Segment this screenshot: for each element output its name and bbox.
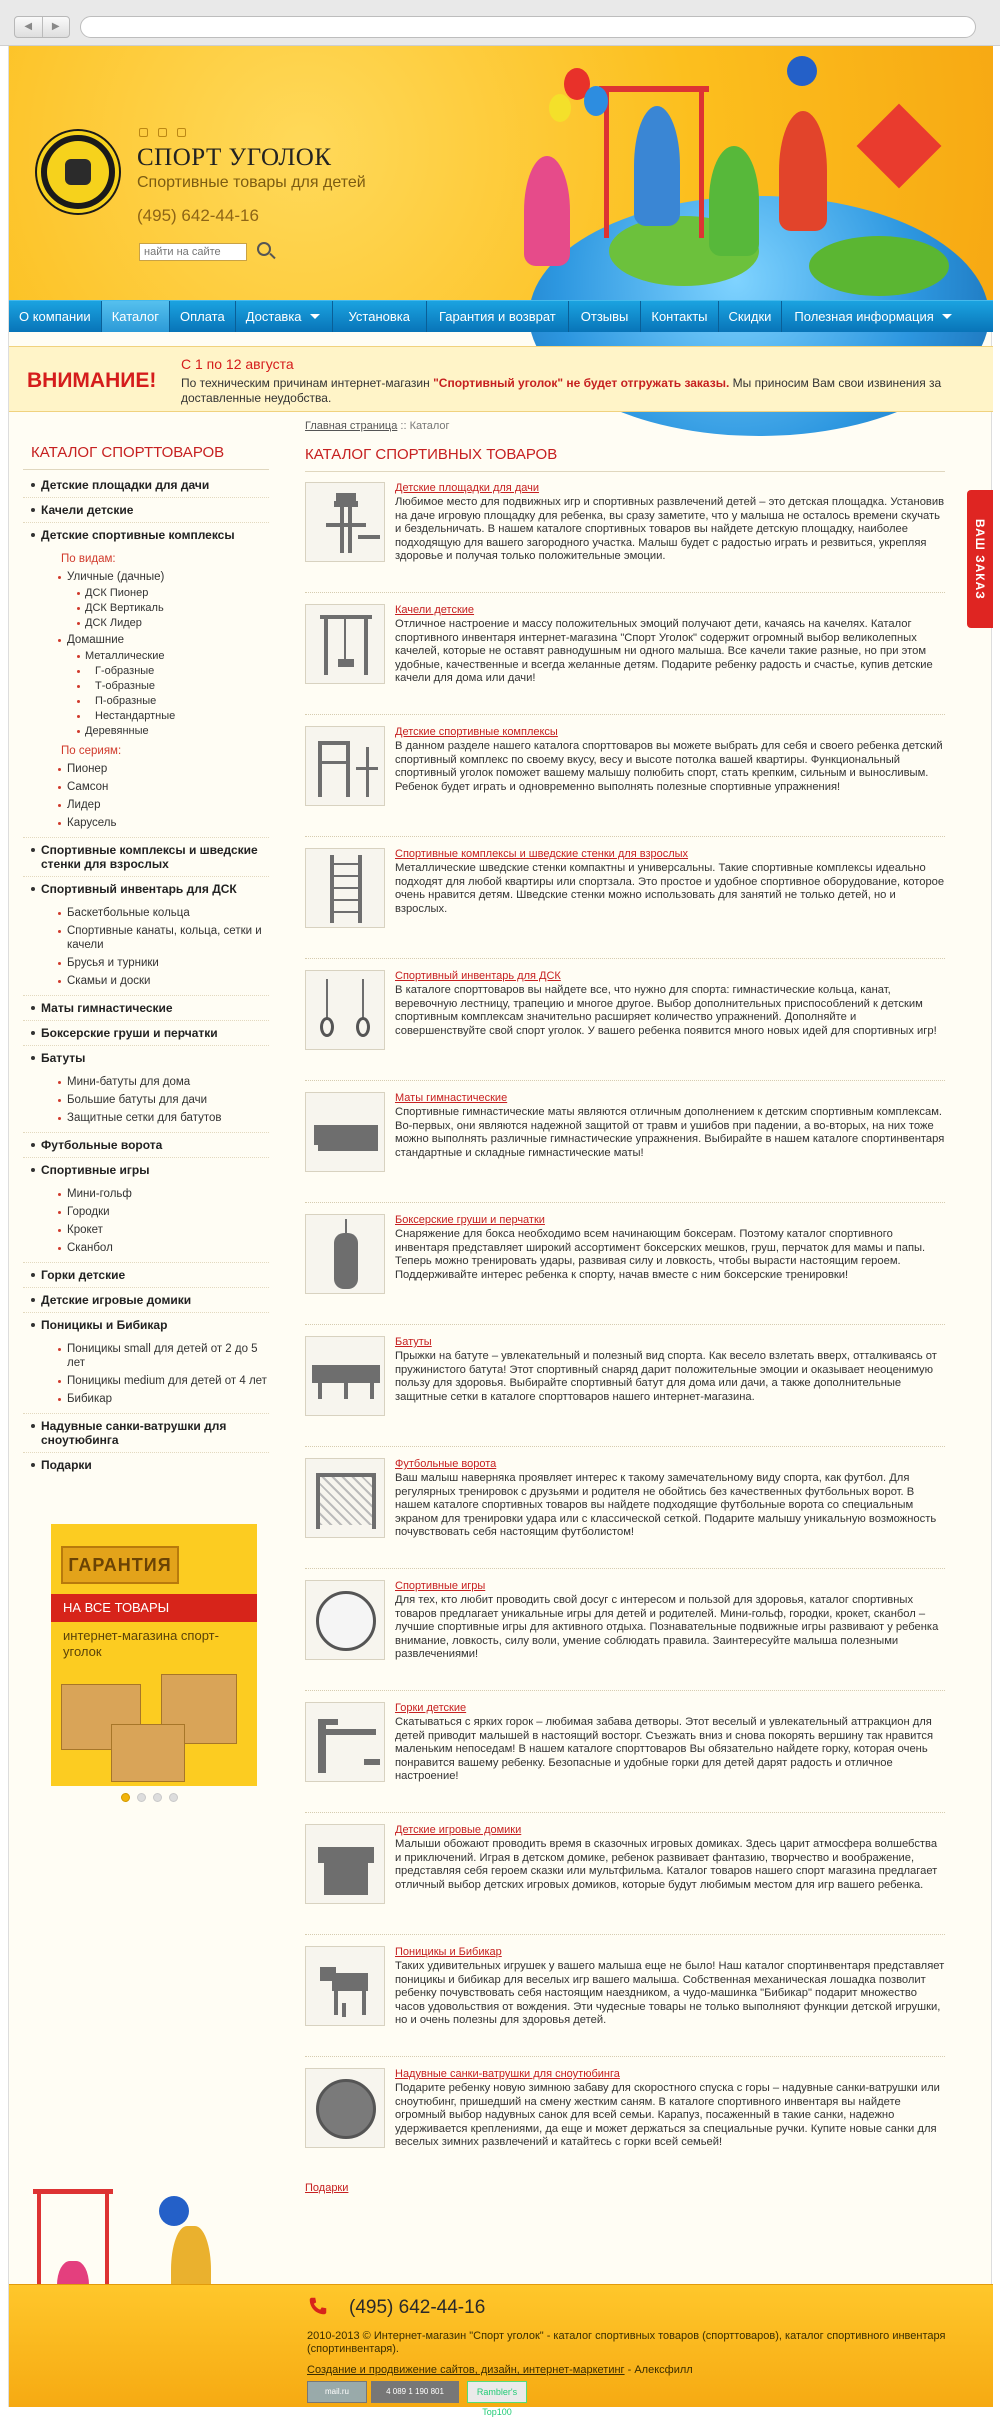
warranty-banner[interactable] (51, 1524, 257, 1786)
icon-shape (318, 1719, 338, 1725)
row-separator (305, 1324, 945, 1325)
logo[interactable] (37, 131, 119, 213)
icon-shape (318, 1145, 378, 1151)
mail-icon[interactable] (177, 128, 186, 137)
notice-text-part: Мы приносим Вам свои извинения за доставленные неудобства. (181, 376, 942, 405)
catalog-item-link[interactable]: Поницикы и Бибикар (395, 1946, 502, 1958)
balloon-icon (584, 86, 608, 116)
developer-author: - Алексфилл (624, 2364, 693, 2376)
icon-shape (372, 1473, 376, 1529)
icon-shape (330, 863, 362, 865)
menu-payment[interactable] (170, 301, 236, 332)
catalog-item-body (395, 1336, 945, 1416)
sidebar-item[interactable]: Надувные санки-ватрушки для сноутюбинга (23, 1414, 269, 1453)
playground-icon[interactable] (305, 482, 385, 562)
icon-shape (334, 1991, 338, 2015)
sidebar-catalog (23, 438, 269, 1477)
catalog-item-link[interactable]: Детские площадки для дачи (395, 482, 539, 494)
banner-label: ГАРАНТИЯ (61, 1546, 179, 1584)
page (8, 46, 992, 2417)
sidebar-item[interactable]: Боксерские груши и перчатки (23, 1021, 269, 1046)
wall-bars-icon[interactable] (305, 848, 385, 928)
catalog-item-body (395, 2068, 945, 2150)
sidebar-item[interactable]: Детские игровые домики (23, 1288, 269, 1313)
main-menu (9, 300, 993, 332)
sidebar-subitem[interactable]: Поницикы medium для детей от 4 лет (23, 1372, 269, 1390)
icon-shape (334, 1233, 358, 1289)
icon-shape (364, 1759, 380, 1765)
icon-shape (326, 979, 328, 1019)
sidebar-item[interactable]: Детские площадки для дачи (23, 473, 269, 498)
notice-text (181, 376, 971, 406)
menu-label: Установка (348, 309, 410, 324)
icon-shape (330, 899, 362, 901)
sidebar-title: КАТАЛОГ СПОРТТОВАРОВ (23, 438, 269, 470)
home-icon[interactable] (139, 128, 148, 137)
menu-label: О компании (19, 309, 91, 324)
site-tagline: Спортивные товары для детей (137, 174, 366, 191)
menu-about[interactable] (9, 301, 102, 332)
sidebar-subitem[interactable]: ДСК Пионер (23, 586, 269, 601)
logo-figure (65, 159, 91, 185)
catalog-item-description: Таких удивительных игрушек у вашего малыша еще не было! Наш каталог спортинвентаря представляет поницикы и бибикар для веселых игр вашего малыша. Собственная механическая лошадка позволит ребенку почувствовать себя настоящим наездником, а чудо-машинка "Бибикар" подарит множество часов удовольствия от вождения. Эти чудесные товары не только выполняют функции детской игрушки, но и очень полезны для здоровья детей. (395, 1960, 945, 2026)
sidebar-subitem[interactable]: Скамьи и доски (23, 972, 269, 990)
punching-bag-icon[interactable] (305, 1214, 385, 1294)
catalog-item (305, 1336, 945, 1416)
header-phone: (495) 642-44-16 (137, 206, 259, 225)
icon-shape (338, 659, 354, 667)
sidebar-subitem[interactable]: Нестандартные (23, 709, 269, 724)
breadcrumb (305, 420, 945, 432)
menu-discounts[interactable] (719, 301, 783, 332)
sidebar-subitem[interactable]: Сканбол (23, 1239, 269, 1257)
menu-useful-info[interactable] (782, 301, 959, 332)
playhouse-icon[interactable] (305, 1824, 385, 1904)
logo-inner (47, 141, 109, 203)
sidebar-subitem[interactable]: Бибикар (23, 1390, 269, 1408)
menu-label: Контакты (651, 309, 708, 324)
forward-icon[interactable]: ▶ (51, 21, 60, 32)
catalog-item-description: Ваш малыш наверняка проявляет интерес к такому замечательному виду спорта, как футбол. Для регулярных тренировок с друзьями и родителя не обойтись без качественных футбольных ворот. В нашем каталоге спортивных товаров вы найдете подходящие футбольные ворота со специальным экраном для тренировки удара или с классической сеткой. Подарите малышу уникальную возможность почувствовать себя настоящим футболистом! (395, 1472, 937, 1538)
row-separator (305, 592, 945, 593)
icon-shape (318, 741, 322, 797)
swing-illustration (599, 86, 709, 92)
menu-warranty[interactable] (427, 301, 569, 332)
catalog-item (305, 1946, 945, 2028)
breadcrumb-home[interactable]: Главная страница (305, 420, 398, 432)
catalog-item-link[interactable]: Маты гимнастические (395, 1092, 508, 1104)
catalog-item-description: Любимое место для подвижных игр и спортивных развлечений детей – это детская площадка. Установив на даче игровую площадку для ребенка, вы сразу заметите, что у малыша не осталось времени скучать и бездельничать. В нашем каталоге спортивных товаров вы найдете детскую площадку, наиболее подходящую для вашего загородного участка. Малыш будет с радостью играть и резвиться, укрепляя здоровье и получая только положительные эмоции. (395, 496, 945, 562)
catalog-item (305, 726, 945, 806)
order-tab[interactable]: ВАШ ЗАКАЗ (967, 490, 993, 628)
icon-shape (320, 1477, 372, 1525)
sport-complex-icon[interactable] (305, 726, 385, 806)
sidebar-subitem[interactable]: Городки (23, 1203, 269, 1221)
catalog-item-description: Скатываться с ярких горок – любимая забава детворы. Этот веселый и увлекательный аттракцион для детей приводит малышей в настоящий восторг. Съезжать вниз и снова покорять вершину так нравится маленьким непоседам! В нашем каталоге спорттоваров Вы обязательно найдете горку, которая очень понравится вашему ребенку. Безопасные и удобные горки для детей дарят радость и отличное настроение! (395, 1716, 934, 1782)
land-shape (809, 236, 949, 296)
sidebar-item[interactable]: Спортивные комплексы и шведские стенки для взрослых (23, 838, 269, 877)
sidebar-subitem[interactable]: Металлические (23, 649, 269, 664)
snow-tube-icon[interactable] (305, 2068, 385, 2148)
icon-shape (362, 979, 364, 1019)
sidebar-item[interactable]: Подарки (23, 1453, 269, 1477)
catalog-item-body (395, 1824, 945, 1904)
sidebar-subitem[interactable]: Мини-батуты для дома (23, 1073, 269, 1091)
menu-delivery[interactable] (236, 301, 333, 332)
sidebar-subitem[interactable]: Пионер (23, 760, 269, 778)
sidebar-subgroup (23, 547, 269, 838)
sidebar-subitem[interactable]: ДСК Вертикаль (23, 601, 269, 616)
icon-shape (340, 507, 344, 553)
menu-catalog[interactable] (102, 301, 170, 332)
catalog-item-description: Подарите ребенку новую зимнюю забаву для скоростного спуска с горы – надувные санки-ватрушки или сноутюбинг, пришедший на смену жестким саням. В каталоге спортивного инвентаря вы найдете огромный выбор надувных санок для всей семьи. Карапуз, посаженный в такие санки, надежно удерживается креплениями, да еще и может держаться за специальные ручки. Купите новые санки для веселых зимних развлечений и катайтесь с горки всей семьей! (395, 2082, 940, 2148)
catalog-item (305, 1214, 945, 1294)
kid-illustration (524, 156, 570, 266)
catalog-item-link[interactable]: Детские игровые домики (395, 1824, 522, 1836)
notice-title: ВНИМАНИЕ! (27, 369, 157, 392)
kid-illustration (709, 146, 759, 256)
menu-contacts[interactable] (641, 301, 718, 332)
sidebar-item[interactable]: Батуты (23, 1046, 269, 1070)
back-icon[interactable]: ◀ (15, 17, 43, 37)
icon-shape (356, 1017, 370, 1037)
sidebar-subhead: По сериям: (61, 745, 122, 757)
sidebar-subitem[interactable]: Деревянные (23, 724, 269, 739)
sidebar-subitem[interactable]: ДСК Лидер (23, 616, 269, 631)
slide-icon[interactable] (305, 1702, 385, 1782)
row-separator (305, 714, 945, 715)
icon-shape (344, 619, 346, 659)
catalog-item-link[interactable]: Горки детские (395, 1702, 467, 1714)
icon-shape (370, 1383, 374, 1399)
developer-link[interactable]: Создание и продвижение сайтов, дизайн, интернет-маркетинг (307, 2364, 625, 2376)
icon-shape (366, 747, 369, 797)
icon-shape (345, 1219, 347, 1233)
catalog-item-link[interactable]: Футбольные ворота (395, 1458, 497, 1470)
catalog-item-description: В каталоге спорттоваров вы найдете все, что нужно для спорта: гимнастические кольца, канат, веревочную лестницу, трапецию и многое другое. Выбор дополнительных приспособлений к детским спортивным комплексам значительно расширяет количество упражнений. Дополняйте и совершенствуйте свой спорт уголок. У вашего ребенка появится много новых идей для спортивных игр! (395, 984, 937, 1037)
notice-text-part: По техническим причинам интернет-магазин (181, 376, 434, 390)
icon-shape (316, 1591, 376, 1651)
ball-illustration (787, 56, 817, 86)
sidebar-subitem[interactable]: Т-образные (23, 679, 269, 694)
swing-top (33, 2189, 113, 2194)
catalog-item-body (395, 970, 945, 1050)
sidebar-subitem[interactable]: Баскетбольные кольца (23, 904, 269, 922)
page-title: КАТАЛОГ СПОРТИВНЫХ ТОВАРОВ (305, 446, 945, 472)
catalog-item-body (395, 848, 945, 928)
swing-post (699, 88, 704, 238)
catalog-item (305, 848, 945, 928)
sidebar-subgroup (23, 1182, 269, 1263)
menu-label: Скидки (728, 309, 772, 324)
notice-highlight: "Спортивный уголок" не будет отгружать заказы. (433, 376, 730, 390)
sidebar-subitem[interactable]: П-образные (23, 694, 269, 709)
sidebar-item[interactable]: Горки детские (23, 1263, 269, 1288)
sidebar-subitem[interactable]: Лидер (23, 796, 269, 814)
catalog-item (305, 1702, 945, 1784)
icon-shape (334, 501, 358, 507)
catalog-item-link[interactable]: Качели детские (395, 604, 475, 616)
icon-shape (324, 615, 328, 675)
sitemap-icon[interactable] (158, 128, 167, 137)
sidebar-subitem[interactable]: Г-образные (23, 664, 269, 679)
chevron-down-icon (310, 314, 320, 319)
catalog-item (305, 1092, 945, 1172)
icon-shape (316, 2079, 376, 2139)
sidebar-subitem[interactable]: Поницикы small для детей от 2 до 5 лет (23, 1340, 269, 1372)
catalog-item (305, 970, 945, 1050)
kite-illustration (857, 104, 942, 189)
row-separator (305, 2056, 945, 2057)
catalog-item (305, 482, 945, 564)
ball-illustration (159, 2196, 189, 2226)
menu-reviews[interactable] (569, 301, 642, 332)
catalog-item-link[interactable]: Батуты (395, 1336, 432, 1348)
sidebar-subgroup (23, 1337, 269, 1414)
rambler-counter[interactable]: Rambler's Top100 (467, 2381, 527, 2403)
trampoline-icon[interactable] (305, 1336, 385, 1416)
icon-shape (364, 615, 368, 675)
row-separator (305, 958, 945, 959)
catalog-item-body (395, 726, 945, 806)
catalog-item-description: Для тех, кто любит проводить свой досуг с интересом и пользой для здоровья, каталог спортивных товаров предлагает уникальные игры для детей и родителей. Мини-гольф, городки, крокет, сканбол – лучшие спортивные игры для активного отдыха. Познавательные подвижные игры развивают у ребенка внимание, ловкость, силу воли, умение соблюдать правила. Заинтересуйте малыша полезными развлечениями! (395, 1594, 939, 1660)
sidebar-item[interactable]: Детские спортивные комплексы (23, 523, 269, 547)
catalog-item-link[interactable]: Спортивные игры (395, 1580, 486, 1592)
sidebar-item[interactable]: Качели детские (23, 498, 269, 523)
sidebar-subitem[interactable]: Крокет (23, 1221, 269, 1239)
address-bar[interactable] (80, 16, 976, 38)
icon-shape (318, 1383, 322, 1399)
mat-icon[interactable] (305, 1092, 385, 1172)
main-content (305, 420, 945, 2194)
icon-shape (330, 875, 362, 877)
notice-banner (9, 346, 993, 412)
menu-label: Отзывы (580, 309, 629, 324)
catalog-item (305, 1580, 945, 1662)
sidebar-subhead: По видам: (61, 553, 116, 565)
icon-shape (342, 2003, 346, 2017)
icon-shape (318, 741, 350, 745)
swing-icon[interactable] (305, 604, 385, 684)
catalog-item-body (395, 1946, 945, 2028)
sidebar-item[interactable]: Спортивный инвентарь для ДСК (23, 877, 269, 901)
pagination-dot[interactable] (137, 1793, 146, 1802)
catalog-item-body (395, 1092, 945, 1172)
catalog-item-body (395, 1580, 945, 1662)
catalog-item-description: Отличное настроение и массу положительных эмоций получают дети, качаясь на качелях. Каталог спортивного инвентаря интернет-магазина "Спорт Уголок" содержит огромный выбор великолепных качелей, которые не оставят равнодушным ни одного малыша. Все качели такие разные, но при этом удобные, качественные и всегда желанные детям. Подарите ребенку радость и счастье, купив детские качели для дома или дачи! (395, 618, 933, 684)
icon-shape (318, 1723, 326, 1773)
ball-icon[interactable] (305, 1580, 385, 1660)
balloon-icon (549, 94, 571, 122)
catalog-item-description: Снаряжение для бокса необходимо всем начинающим боксерам. Поэтому каталог спортивного инвентаря представляет широкий ассортимент боксерских мешков, груш, перчаток для мамы и папы. Теперь можно тренировать удары, развивая силу и ловкость, чтобы вырасти настоящим героем. Поддерживайте интерес ребенка к спорту, начав вместе с ним боксерские тренировки! (395, 1228, 926, 1281)
catalog-item-link[interactable]: Надувные санки-ватрушки для сноутюбинга (395, 2068, 620, 2080)
icon-shape (336, 493, 356, 501)
sidebar-item[interactable]: Спортивные игры (23, 1158, 269, 1182)
row-separator (305, 1568, 945, 1569)
notice-date: С 1 по 12 августа (181, 356, 294, 372)
menu-label: Доставка (245, 309, 302, 324)
header-icons (139, 128, 186, 137)
search-icon[interactable] (257, 242, 271, 256)
icon-shape (320, 1017, 334, 1037)
catalog-item-description: Прыжки на батуте – увлекательный и полезный вид спорта. Как весело взлетать вверх, отталкиваясь от пружинистого батута! Этот спортивный снаряд дарит положительные эмоции и оказывает неоценимую пользу для здоровья. Выбирайте спортивный батут для дома или дачи, а также дополнительные защитные сетки в каталоге спорттоваров нашего интернет-магазина. (395, 1350, 937, 1403)
sidebar-item[interactable]: Футбольные ворота (23, 1133, 269, 1158)
menu-installation[interactable] (333, 301, 427, 332)
site-footer (9, 2284, 993, 2417)
catalog-item-body (395, 1702, 945, 1784)
sidebar-subitem[interactable]: Самсон (23, 778, 269, 796)
icon-shape (318, 1847, 374, 1863)
catalog-item-body (395, 604, 945, 686)
menu-label: Каталог (111, 309, 159, 324)
icon-shape (330, 911, 362, 913)
catalog-item (305, 604, 945, 686)
catalog-item-link[interactable]: Спортивный инвентарь для ДСК (395, 970, 561, 982)
catalog-item (305, 1824, 945, 1904)
kid-illustration (779, 111, 827, 231)
catalog-item-body (395, 482, 945, 564)
sidebar-subitem[interactable]: Брусья и турники (23, 954, 269, 972)
menu-label: Оплата (179, 309, 225, 324)
menu-label: Полезная информация (794, 309, 934, 324)
copyright: 2010-2013 © Интернет-магазин "Спорт уголок" - каталог спортивных товаров (спорттоваров), каталог спортивного инвентаря (спортинвентаря). (307, 2330, 946, 2355)
sidebar-subitem[interactable]: Спортивные канаты, кольца, сетки и качели (23, 922, 269, 954)
breadcrumb-current: Каталог (409, 420, 450, 432)
mailru-counter[interactable]: mail.ru (307, 2381, 367, 2403)
gifts-link[interactable]: Подарки (305, 2182, 349, 2194)
sidebar-item[interactable]: Поницикы и Бибикар (23, 1313, 269, 1337)
pagination-dot[interactable] (169, 1793, 178, 1802)
catalog-item-body (395, 1214, 945, 1294)
pagination-dot[interactable] (121, 1793, 130, 1802)
icon-shape (330, 887, 362, 889)
row-separator (305, 1446, 945, 1447)
catalog-item-description: Металлические шведские стенки компактны и универсальны. Такие спортивные комплексы идеально подходят для любой квартиры или спортзала. Это простое и удобное спортивное оборудование, которое очень нравится детям. Шведские стенки можно использовать для занятий не только детей, но и взрослых. (395, 862, 945, 915)
icon-shape (332, 1973, 368, 1991)
site-header (9, 46, 993, 300)
row-separator (305, 1934, 945, 1935)
row-separator (305, 1812, 945, 1813)
phone-icon (307, 2295, 329, 2317)
search-input[interactable] (139, 243, 247, 261)
sidebar-subitem[interactable]: Уличные (дачные) (23, 568, 269, 586)
box-illustration (111, 1724, 185, 1782)
pagination-dot[interactable] (153, 1793, 162, 1802)
row-separator (305, 1080, 945, 1081)
icon-shape (326, 523, 366, 527)
row-separator (305, 1690, 945, 1691)
catalog-item-description: Малыши обожают проводить время в сказочных игровых домиках. Здесь царит атмосфера волшебства и приключений. Играя в детском домике, ребенок развивает фантазию, творчество и воображение, представляя себя героем сказки или мультфильма. Каталог товаров нашего спорт магазина предлагает отличный выбор детских игровых домиков, которые будут любимым местом для игр вашего ребенка. (395, 1838, 938, 1891)
catalog-item-link[interactable]: Боксерские груши и перчатки (395, 1214, 545, 1226)
sidebar-subitem[interactable]: Большие батуты для дачи (23, 1091, 269, 1109)
catalog-item (305, 1458, 945, 1540)
icon-shape (314, 1125, 378, 1145)
row-separator (305, 836, 945, 837)
developer-credit (307, 2364, 693, 2376)
menu-label: Гарантия и возврат (438, 309, 556, 324)
row-separator (305, 1202, 945, 1203)
icon-shape (344, 1383, 348, 1399)
catalog-item-link[interactable]: Детские спортивные комплексы (395, 726, 558, 738)
sidebar-item[interactable]: Маты гимнастические (23, 996, 269, 1021)
catalog-item-description: В данном разделе нашего каталога спорттоваров вы можете выбрать для себя и своего ребенка детский спортивный комплекс по своему вкусу, весу и высоте потолка вашей квартиры. Функциональный спортивный уголок поможет вашему малышу полюбить спорт, стать крепким, сильным и выносливым. Ребенок будет играть и одновременно выполнять полезные спортивные упражнения! (395, 740, 943, 793)
catalog-item (305, 2068, 945, 2150)
sidebar-subgroup (23, 1070, 269, 1133)
icon-shape (338, 1873, 352, 1895)
icon-shape (346, 741, 350, 797)
browser-toolbar (0, 0, 1000, 46)
rings-icon[interactable] (305, 970, 385, 1050)
banner-pagination (121, 1793, 178, 1802)
sidebar-subitem[interactable]: Защитные сетки для батутов (23, 1109, 269, 1127)
sidebar-subgroup (23, 901, 269, 996)
catalog-item-body (395, 1458, 945, 1540)
footer-phone: (495) 642-44-16 (349, 2297, 486, 2318)
football-goal-icon[interactable] (305, 1458, 385, 1538)
pony-icon[interactable] (305, 1946, 385, 2026)
icon-shape (312, 1365, 380, 1383)
catalog-item-description: Спортивные гимнастические маты являются отличным дополнением к детским спортивным комплексам. Во-первых, они являются надежной защитой от травм и ушибов при падении, а во-вторых, на них тоже можно выполнять различные гимнастические упражнения. Выбирайте в нашем каталоге спортинвентаря стандартные и складные гимнастические маты! (395, 1106, 945, 1159)
banner-text: интернет-магазина спорт-уголок (63, 1628, 219, 1659)
sidebar-subitem[interactable]: Карусель (23, 814, 269, 832)
chevron-down-icon (942, 314, 952, 319)
kid-illustration (634, 106, 680, 226)
icon-shape (318, 761, 350, 764)
icon-shape (358, 535, 380, 539)
site-name[interactable]: СПОРТ УГОЛОК (137, 144, 332, 171)
icon-shape (326, 1729, 376, 1735)
sidebar-subitem[interactable]: Домашние (23, 631, 269, 649)
icon-shape (348, 507, 352, 553)
breadcrumb-sep: :: (397, 420, 410, 432)
sidebar-subitem[interactable]: Мини-гольф (23, 1185, 269, 1203)
catalog-item-link[interactable]: Спортивные комплексы и шведские стенки для взрослых (395, 848, 689, 860)
icon-shape (362, 1991, 366, 2015)
liveinternet-counter[interactable]: 4 089 1 190 801 (371, 2381, 459, 2403)
browser-nav-buttons[interactable] (14, 16, 70, 38)
banner-strip: НА ВСЕ ТОВАРЫ (51, 1594, 257, 1622)
